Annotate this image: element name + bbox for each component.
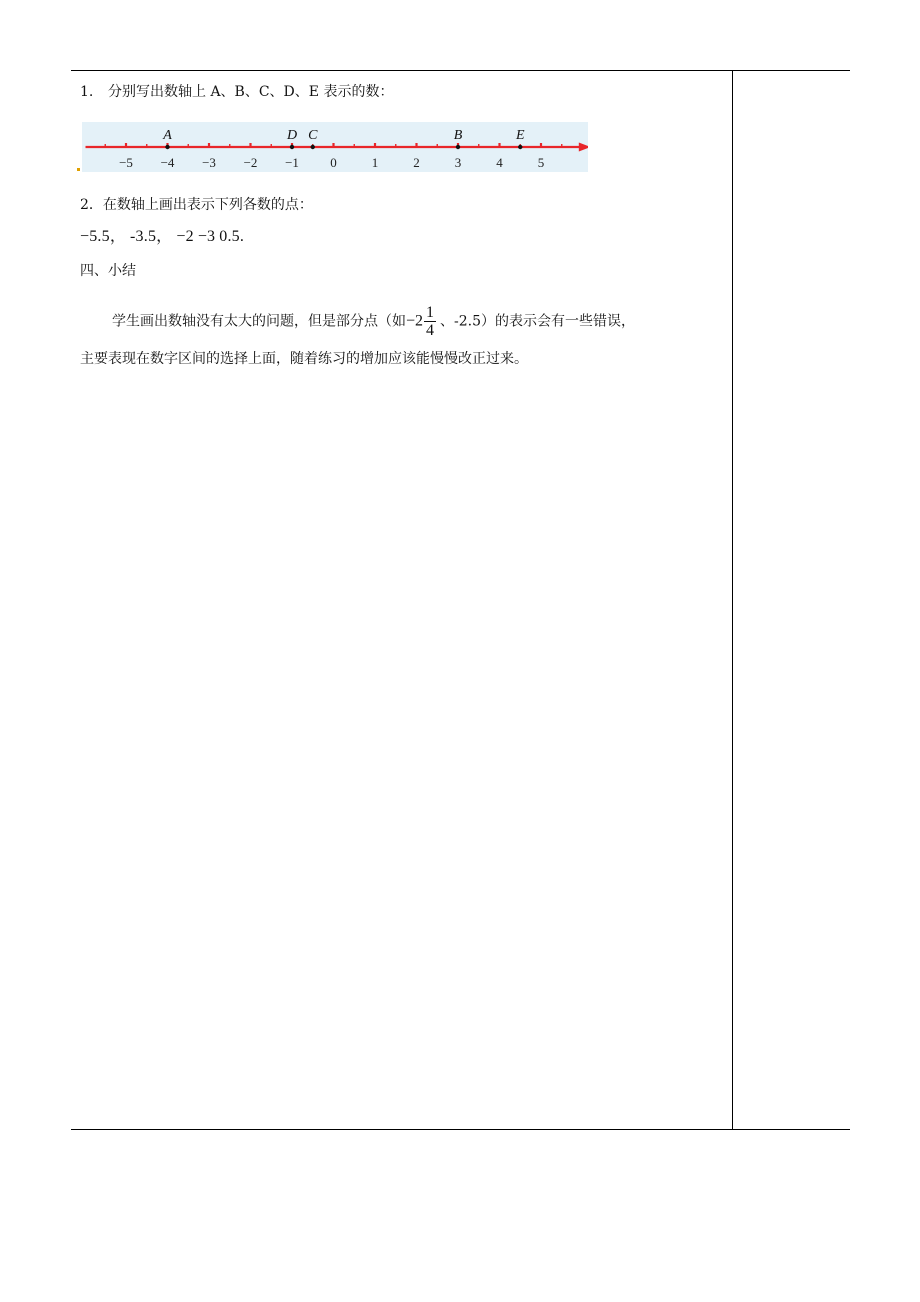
number-line-figure xyxy=(82,122,588,172)
point-marker xyxy=(518,145,522,149)
number-line-svg xyxy=(82,122,588,172)
point-label: E xyxy=(515,128,525,143)
tick-label: 3 xyxy=(454,155,462,170)
table-top-border xyxy=(71,70,850,71)
tick-label: −4 xyxy=(160,155,175,170)
question-1-number: 1. xyxy=(80,84,94,100)
number-item: -3.5， xyxy=(130,228,173,245)
tick-label: −2 xyxy=(243,155,258,170)
point-marker xyxy=(165,145,169,149)
tick-label: 5 xyxy=(537,155,545,170)
point-label: C xyxy=(308,128,318,143)
question-1-text: 分别写出数轴上 A、B、C、D、E 表示的数： xyxy=(108,84,394,100)
tick-label: −5 xyxy=(119,155,133,170)
fraction-denominator: 4 xyxy=(426,322,435,339)
number-item: −3 xyxy=(197,228,216,245)
tick-label: 2 xyxy=(413,155,420,170)
summary-paragraph-line-1 xyxy=(112,304,635,339)
point-marker xyxy=(311,145,315,149)
question-1 xyxy=(80,82,393,102)
tick-label: −3 xyxy=(202,155,216,170)
number-item: −5.5， xyxy=(80,228,127,245)
question-2: 2．在数轴上画出表示下列各数的点： xyxy=(80,197,313,213)
summary-paragraph-line-2: 主要表现在数字区间的选择上面，随着练习的增加应该能慢慢改正过来。 xyxy=(80,351,528,367)
summary-text-after: 、-2.5）的表示会有一些错误， xyxy=(440,313,636,330)
tick-label: −1 xyxy=(285,155,299,170)
decorative-mark xyxy=(77,168,80,171)
fraction-numerator: 1 xyxy=(426,304,435,321)
point-marker xyxy=(456,145,460,149)
point-label: A xyxy=(163,128,172,143)
question-2-numbers xyxy=(80,227,248,247)
axis-arrow xyxy=(579,143,588,152)
mixed-number-whole: −2 xyxy=(406,312,424,330)
number-item: 0.5. xyxy=(219,228,245,245)
tick-label: 1 xyxy=(371,155,379,170)
point-label: D xyxy=(286,128,298,143)
table-column-divider xyxy=(732,70,733,1130)
point-marker xyxy=(290,145,294,149)
point-label: B xyxy=(453,128,463,143)
summary-text-before: 学生画出数轴没有太大的问题，但是部分点（如 xyxy=(112,313,406,330)
tick-label: 0 xyxy=(330,155,337,170)
fraction xyxy=(424,304,436,339)
table-bottom-border xyxy=(71,1129,850,1130)
number-item: −2 xyxy=(176,228,194,245)
tick-label: 4 xyxy=(496,155,503,170)
section-summary-heading: 四、小结 xyxy=(80,263,136,279)
